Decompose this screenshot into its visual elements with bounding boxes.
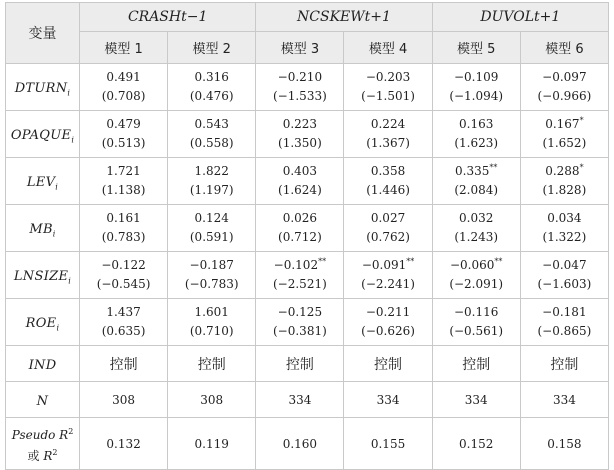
coefficient-value: 0.316	[194, 70, 229, 84]
t-statistic: (1.623)	[454, 136, 499, 150]
pseudo-r2-cell: 0.152	[432, 418, 520, 470]
sample-size-row	[6, 382, 609, 418]
coefficient-value: 0.026	[282, 211, 318, 225]
coefficient-cell	[432, 64, 520, 111]
significance-mark: **	[318, 257, 327, 266]
t-statistic: (0.591)	[189, 230, 234, 244]
variable-name: $MB_i$	[6, 205, 80, 252]
coefficient-value: 0.032	[459, 211, 494, 225]
coefficient-value: 1.822	[194, 164, 229, 178]
coefficient-value: 1.721	[106, 164, 141, 178]
coefficient-value: −0.187	[189, 258, 234, 272]
coefficient-cell	[344, 299, 432, 346]
t-statistic: (0.635)	[101, 324, 146, 338]
coefficient-cell	[432, 111, 520, 158]
coefficient-cell	[80, 111, 168, 158]
coefficient-cell	[256, 205, 344, 252]
sample-size-cell: 334	[520, 382, 608, 418]
t-statistic: (1.652)	[542, 136, 587, 150]
t-statistic: (0.558)	[189, 136, 234, 150]
coefficient-value: 1.601	[194, 305, 229, 319]
table-row	[6, 64, 609, 111]
model-header-2: 模型 2	[168, 32, 256, 64]
pseudo-r2-cell: 0.158	[520, 418, 608, 470]
t-statistic: (0.762)	[366, 230, 410, 244]
coefficient-value: −0.181	[542, 305, 587, 319]
coefficient-cell	[80, 64, 168, 111]
coefficient-value: 0.403	[282, 164, 318, 178]
coefficient-value: 0.163	[459, 117, 494, 131]
coefficient-cell	[256, 64, 344, 111]
coefficient-value: −0.122	[101, 258, 146, 272]
control-cell: 控制	[344, 346, 432, 382]
coefficient-cell	[344, 158, 432, 205]
coefficient-cell	[168, 158, 256, 205]
coefficient-cell	[344, 64, 432, 111]
dependent-header-crash: CRASHt−1	[80, 3, 256, 32]
coefficient-cell	[432, 158, 520, 205]
model-header-5: 模型 5	[432, 32, 520, 64]
coefficient-value: 0.479	[106, 117, 141, 131]
coefficient-value: 1.437	[106, 305, 141, 319]
coefficient-value: −0.203	[365, 70, 411, 84]
coefficient-value: 0.358	[370, 164, 406, 178]
t-statistic: (2.084)	[454, 183, 499, 197]
t-statistic: (−1.603)	[537, 277, 592, 291]
table-body	[6, 64, 609, 470]
sample-size-cell: 308	[168, 382, 256, 418]
t-statistic: (−0.381)	[273, 324, 327, 338]
sample-size-cell: 334	[256, 382, 344, 418]
coefficient-cell	[256, 299, 344, 346]
significance-mark: **	[489, 163, 498, 172]
coefficient-value: 0.161	[106, 211, 141, 225]
coefficient-cell	[520, 158, 608, 205]
sample-size-cell: 308	[80, 382, 168, 418]
significance-mark: *	[579, 163, 584, 172]
coefficient-cell	[520, 205, 608, 252]
dependent-header-duvol: DUVOLt+1	[432, 3, 608, 32]
coefficient-value: −0.210	[277, 70, 323, 84]
coefficient-value: 0.167	[545, 117, 580, 131]
coefficient-cell	[80, 299, 168, 346]
t-statistic: (0.783)	[101, 230, 146, 244]
t-statistic: (−0.783)	[184, 277, 239, 291]
industry-control-row	[6, 346, 609, 382]
table-row	[6, 299, 609, 346]
t-statistic: (−2.241)	[361, 277, 415, 291]
coefficient-value: −0.109	[453, 70, 499, 84]
variable-name: $LEV_i$	[6, 158, 80, 205]
model-header-6: 模型 6	[520, 32, 608, 64]
t-statistic: (1.367)	[366, 136, 410, 150]
t-statistic: (−1.094)	[449, 89, 504, 103]
control-cell: 控制	[432, 346, 520, 382]
coefficient-value: 0.491	[106, 70, 141, 84]
coefficient-cell	[80, 158, 168, 205]
model-header-1: 模型 1	[80, 32, 168, 64]
coefficient-cell	[432, 252, 520, 299]
coefficient-value: 0.288	[545, 164, 580, 178]
coefficient-cell	[520, 111, 608, 158]
coefficient-cell	[256, 252, 344, 299]
coefficient-cell	[432, 299, 520, 346]
significance-mark: *	[579, 116, 584, 125]
control-cell: 控制	[256, 346, 344, 382]
coefficient-value: −0.116	[453, 305, 499, 319]
pseudo-r2-cell: 0.155	[344, 418, 432, 470]
sample-size-cell: 334	[344, 382, 432, 418]
t-statistic: (−0.626)	[361, 324, 415, 338]
model-header-4: 模型 4	[344, 32, 432, 64]
t-statistic: (1.243)	[454, 230, 499, 244]
coefficient-cell	[80, 252, 168, 299]
coefficient-cell	[432, 205, 520, 252]
coefficient-value: 0.034	[547, 211, 582, 225]
coefficient-value: 0.335	[455, 164, 490, 178]
t-statistic: (−2.091)	[449, 277, 504, 291]
variable-name: IND	[6, 346, 80, 382]
coefficient-value: −0.060	[449, 258, 495, 272]
control-cell: 控制	[168, 346, 256, 382]
coefficient-cell	[80, 205, 168, 252]
variable-header: 变量	[6, 3, 80, 64]
t-statistic: (−0.545)	[96, 277, 151, 291]
pseudo-r2-cell: 0.119	[168, 418, 256, 470]
t-statistic: (−0.966)	[537, 89, 592, 103]
coefficient-cell	[256, 158, 344, 205]
t-statistic: (1.322)	[542, 230, 587, 244]
control-cell: 控制	[80, 346, 168, 382]
t-statistic: (0.710)	[189, 324, 234, 338]
coefficient-cell	[520, 64, 608, 111]
t-statistic: (0.708)	[101, 89, 146, 103]
t-statistic: (−2.521)	[273, 277, 327, 291]
coefficient-cell	[168, 64, 256, 111]
control-cell: 控制	[520, 346, 608, 382]
coefficient-value: 0.124	[194, 211, 229, 225]
coefficient-value: 0.027	[370, 211, 406, 225]
variable-name: N	[6, 382, 80, 418]
t-statistic: (0.513)	[101, 136, 146, 150]
coefficient-value: −0.091	[361, 258, 407, 272]
pseudo-r2-row	[6, 418, 609, 470]
table-row	[6, 252, 609, 299]
coefficient-value: 0.223	[282, 117, 318, 131]
t-statistic: (−0.865)	[537, 324, 592, 338]
pseudo-r2-cell: 0.132	[80, 418, 168, 470]
table-row	[6, 158, 609, 205]
t-statistic: (1.138)	[101, 183, 146, 197]
regression-table	[5, 2, 609, 470]
coefficient-cell	[168, 205, 256, 252]
t-statistic: (−1.533)	[273, 89, 327, 103]
t-statistic: (1.197)	[189, 183, 234, 197]
variable-name: $ROE_i$	[6, 299, 80, 346]
coefficient-value: −0.125	[277, 305, 323, 319]
t-statistic: (0.712)	[278, 230, 322, 244]
coefficient-cell	[520, 252, 608, 299]
t-statistic: (1.350)	[278, 136, 322, 150]
sample-size-cell: 334	[432, 382, 520, 418]
dependent-header-ncskew: NCSKEWt+1	[256, 3, 432, 32]
variable-name: $LNSIZE_i$	[6, 252, 80, 299]
model-header-3: 模型 3	[256, 32, 344, 64]
t-statistic: (1.828)	[542, 183, 587, 197]
coefficient-value: −0.047	[542, 258, 587, 272]
table-row	[6, 111, 609, 158]
coefficient-value: 0.224	[370, 117, 406, 131]
coefficient-cell	[168, 299, 256, 346]
regression-table-container	[5, 2, 609, 464]
coefficient-cell	[256, 111, 344, 158]
coefficient-value: −0.097	[542, 70, 587, 84]
variable-name: $DTURN_i$	[6, 64, 80, 111]
coefficient-cell	[168, 252, 256, 299]
t-statistic: (1.624)	[278, 183, 322, 197]
coefficient-cell	[344, 111, 432, 158]
t-statistic: (0.476)	[189, 89, 234, 103]
variable-name: Pseudo $R^2$ 或 $R^2$	[6, 418, 80, 470]
table-row	[6, 205, 609, 252]
coefficient-cell	[520, 299, 608, 346]
pseudo-r2-cell: 0.160	[256, 418, 344, 470]
coefficient-value: −0.211	[365, 305, 411, 319]
coefficient-value: 0.543	[194, 117, 229, 131]
significance-mark: **	[406, 257, 415, 266]
t-statistic: (1.446)	[366, 183, 410, 197]
coefficient-cell	[344, 252, 432, 299]
coefficient-cell	[168, 111, 256, 158]
significance-mark: **	[494, 257, 503, 266]
coefficient-cell	[344, 205, 432, 252]
coefficient-value: −0.102	[273, 258, 319, 272]
variable-name: $OPAQUE_i$	[6, 111, 80, 158]
t-statistic: (−1.501)	[361, 89, 415, 103]
t-statistic: (−0.561)	[449, 324, 504, 338]
